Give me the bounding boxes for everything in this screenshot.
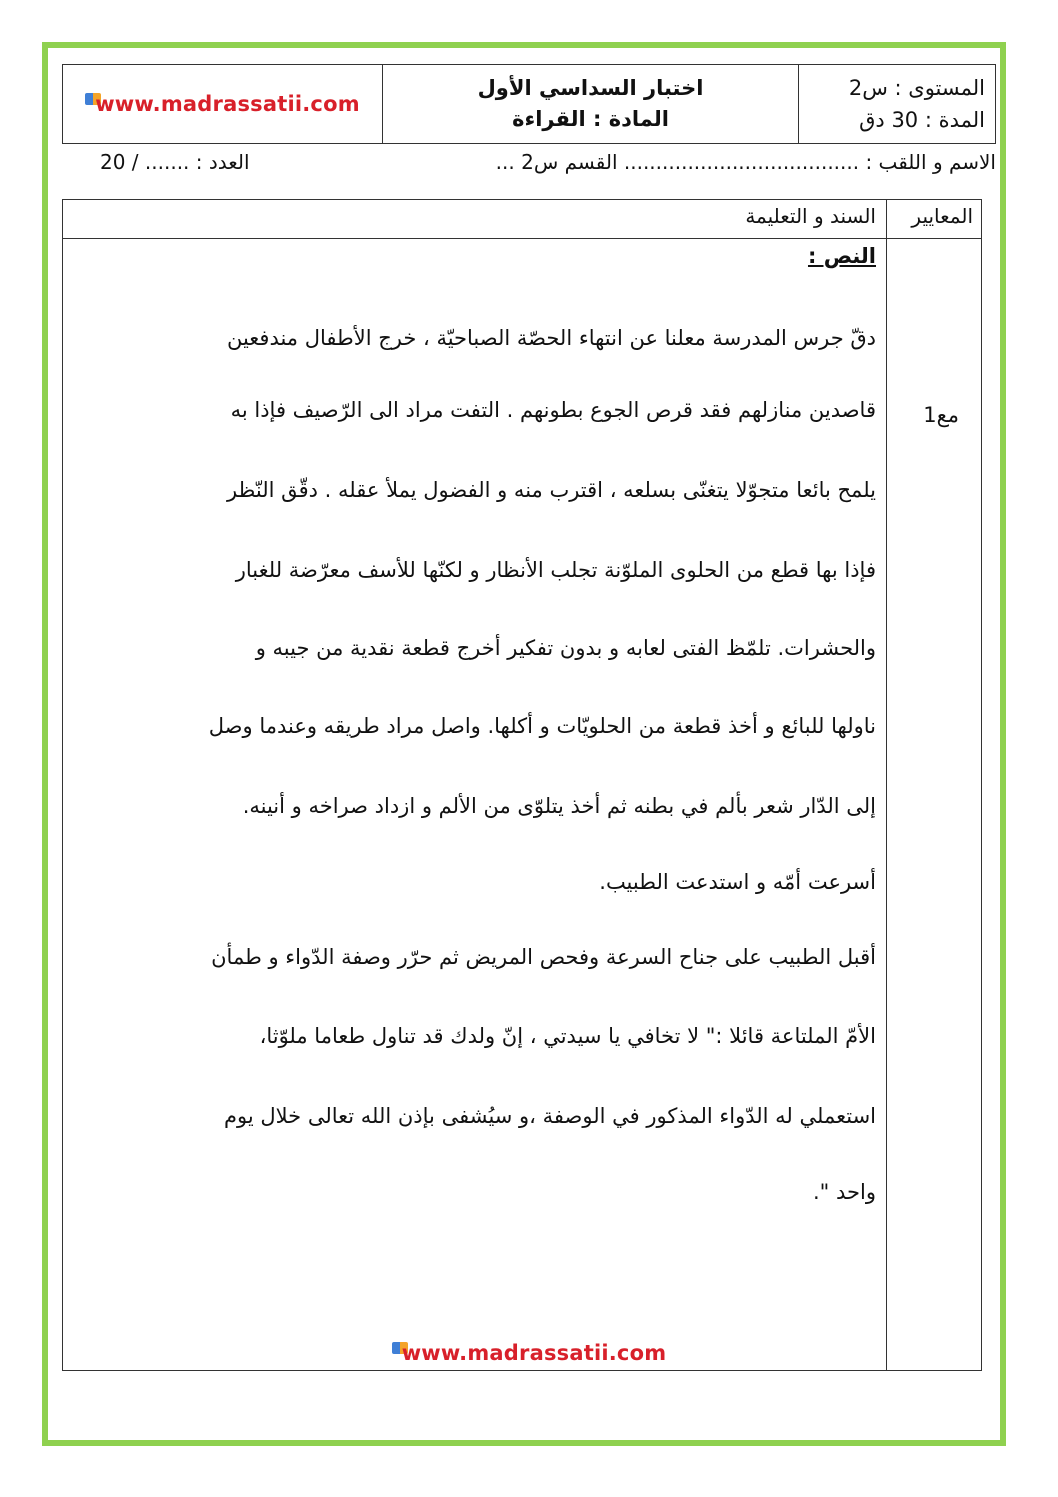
exam-table [62,199,982,1371]
site-logo-text: www.madrassatii.com [95,92,360,116]
text-line: أقبل الطبيب على جناح السرعة وفحص المريض ثم حرّر وصفة الدّواء و طمأن [211,945,876,969]
exam-title: اختبار السداسي الأول [477,76,704,100]
student-info-line [100,150,996,180]
text-line: والحشرات. تلمّظ الفتى لعابه و بدون تفكير أخرج قطعة نقدية من جيبه و [255,636,876,660]
footer-logo-text: www.madrassatii.com [401,1341,667,1365]
document-header: السند و التعليمة [745,204,876,228]
text-line: يلمح بائعا متجوّلا يتغنّى بسلعه ، اقترب منه و الفضول يملأ عقله . دقّق النّظر [227,478,876,502]
name-class-field: الاسم و اللقب : ..................................... القسم س2 ... [495,150,996,174]
exam-header [62,64,996,144]
text-line: واحد ". [813,1180,876,1204]
text-line: إلى الدّار شعر بألم في بطنه ثم أخذ يتلوّى من الألم و ازداد صراخه و أنينه. [242,794,876,818]
text-line: استعملي له الدّواء المذكور في الوصفة ،و سيُشفى بإذن الله تعالى خلال يوم [224,1104,876,1128]
text-title: النص : [807,244,876,268]
text-line: أسرعت أمّه و استدعت الطبيب. [599,870,876,894]
text-line: دقّ جرس المدرسة معلنا عن انتهاء الحصّة الصباحيّة ، خرج الأطفال مندفعين [226,326,876,350]
level-label: المستوى : س2 [848,76,985,100]
text-line: ناولها للبائع و أخذ قطعة من الحلويّات و أكلها. واصل مراد طريقه وعندما وصل [208,714,876,738]
text-line: فإذا بها قطع من الحلوى الملوّنة تجلب الأنظار و لكنّها للأسف معرّضة للغبار [235,558,876,582]
footer [0,1341,1058,1365]
criterion-label: مع1 [923,403,959,427]
text-line: قاصدين منازلهم فقد قرص الجوع بطونهم . التفت مراد الى الرّصيف فإذا به [230,398,876,422]
subject-label: المادة : القراءة [512,107,669,131]
table-header-row [63,200,981,239]
footer-logo [392,1341,667,1365]
criteria-column [886,200,981,1370]
text-line: الأمّ الملتاعة قائلا :" لا تخافي يا سيدتي ، إنّ ولدك قد تناول طعاما ملوّثا، [259,1024,876,1048]
grade-field: العدد : ....... / 20 [100,150,250,174]
level-duration-cell [798,65,995,143]
duration-label: المدة : 30 دق [859,108,985,132]
logo-cell [63,65,382,143]
exam-title-cell [382,65,798,143]
criteria-header: المعايير [911,204,973,228]
site-logo [85,92,360,116]
